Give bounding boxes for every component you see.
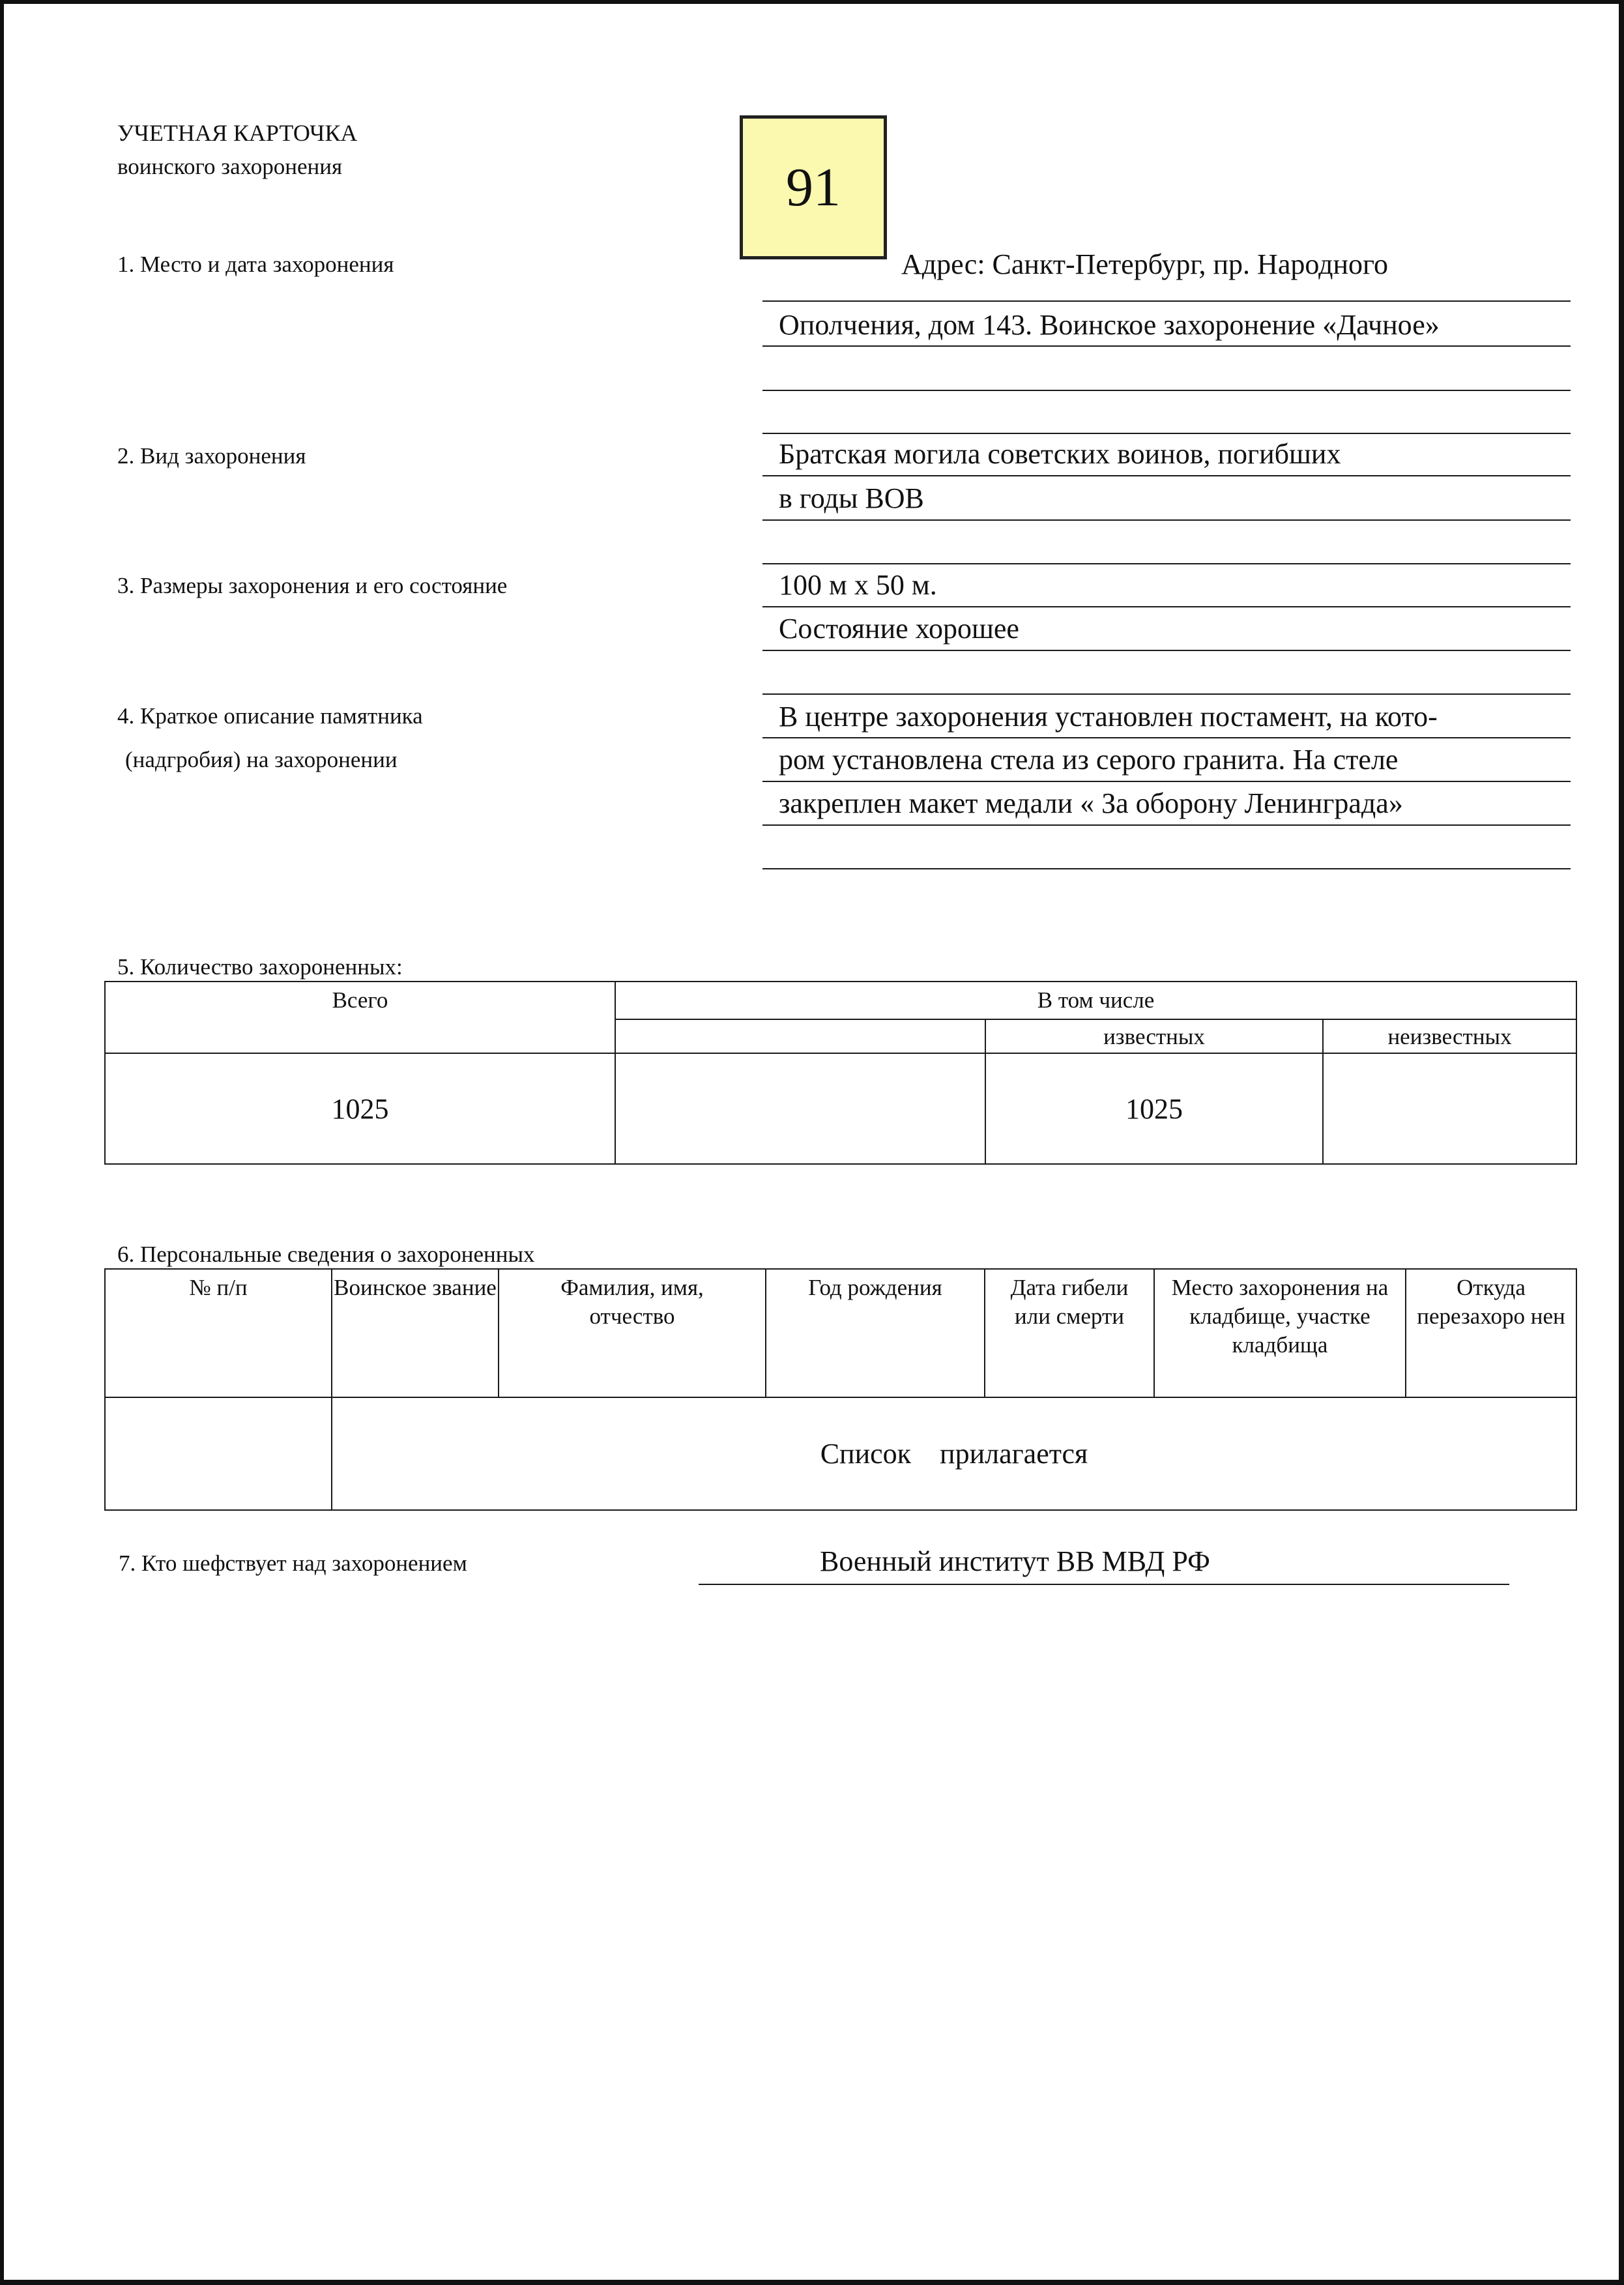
monument-description-line-2: ром установлена стела из серого гранита. На стеле	[779, 744, 1399, 776]
scan-border-top	[0, 0, 1624, 4]
column-death-date: Дата гибели или смерти	[985, 1269, 1154, 1397]
underline	[762, 563, 1571, 564]
header-unknown: неизвестных	[1323, 1019, 1576, 1053]
card-title: УЧЕТНАЯ КАРТОЧКА	[117, 120, 358, 146]
underline	[762, 824, 1571, 826]
unknown-buried-value	[1323, 1053, 1576, 1164]
column-number: № п/п	[105, 1269, 332, 1397]
total-buried-value: 1025	[105, 1053, 615, 1164]
patron-organization: Военный институт ВВ МВД РФ	[820, 1545, 1210, 1577]
underline	[762, 300, 1571, 302]
underline	[762, 433, 1571, 434]
section2-label: 2. Вид захоронения	[117, 443, 306, 469]
burial-type-line-1: Братская могила советских воинов, погибших	[779, 438, 1341, 470]
column-burial-place: Место захоронения на кладбище, участке кладбища	[1154, 1269, 1406, 1397]
burial-address-line-1: Адрес: Санкт-Петербург, пр. Народного	[901, 248, 1388, 280]
section1-label: 1. Место и дата захоронения	[117, 252, 394, 277]
scan-border-right	[1619, 0, 1624, 2285]
monument-description-line-1: В центре захоронения установлен постамент, на кото-	[779, 701, 1438, 733]
underline	[762, 693, 1571, 695]
underline	[699, 1584, 1509, 1585]
burial-count-table	[104, 981, 1577, 1165]
column-rank: Воинское звание	[332, 1269, 499, 1397]
header-including: В том числе	[615, 982, 1576, 1019]
section5-label: 5. Количество захороненных:	[117, 954, 403, 980]
section4-label-line-1: 4. Краткое описание памятника	[117, 703, 423, 729]
blank-value	[615, 1053, 985, 1164]
underline	[762, 390, 1571, 391]
column-reburied-from: Откуда перезахоро нен	[1406, 1269, 1576, 1397]
section3-label: 3. Размеры захоронения и его состояние	[117, 573, 508, 598]
underline	[762, 737, 1571, 738]
column-birth-year: Год рождения	[766, 1269, 985, 1397]
header-known: известных	[985, 1019, 1323, 1053]
number-cell	[105, 1397, 332, 1510]
underline	[762, 606, 1571, 607]
burial-size: 100 м х 50 м.	[779, 569, 937, 601]
underline	[762, 650, 1571, 651]
underline	[762, 345, 1571, 347]
monument-description-line-3: закреплен макет медали « За оборону Ленинграда»	[779, 787, 1403, 819]
scan-border-bottom	[0, 2280, 1624, 2285]
section4-label-line-2: (надгробия) на захоронении	[125, 747, 398, 772]
scan-border-left	[0, 0, 4, 2285]
burial-condition: Состояние хорошее	[779, 613, 1019, 645]
header-blank	[615, 1019, 985, 1053]
section7-label: 7. Кто шефствует над захоронением	[119, 1550, 467, 1576]
header-total: Всего	[105, 982, 615, 1053]
card-number: 91	[786, 157, 841, 218]
card-subtitle: воинского захоронения	[117, 154, 343, 179]
card-number-box	[740, 115, 887, 259]
personal-data-table	[104, 1268, 1577, 1511]
list-attached-note: Список прилагается	[332, 1397, 1576, 1510]
burial-address-line-2: Ополчения, дом 143. Воинское захоронение «Дачное»	[779, 309, 1440, 341]
known-buried-value: 1025	[985, 1053, 1323, 1164]
column-full-name: Фамилия, имя, отчество	[499, 1269, 766, 1397]
burial-type-line-2: в годы ВОВ	[779, 482, 924, 514]
underline	[762, 868, 1571, 869]
underline	[762, 781, 1571, 782]
section6-label: 6. Персональные сведения о захороненных	[117, 1242, 535, 1267]
underline	[762, 519, 1571, 521]
underline	[762, 475, 1571, 476]
